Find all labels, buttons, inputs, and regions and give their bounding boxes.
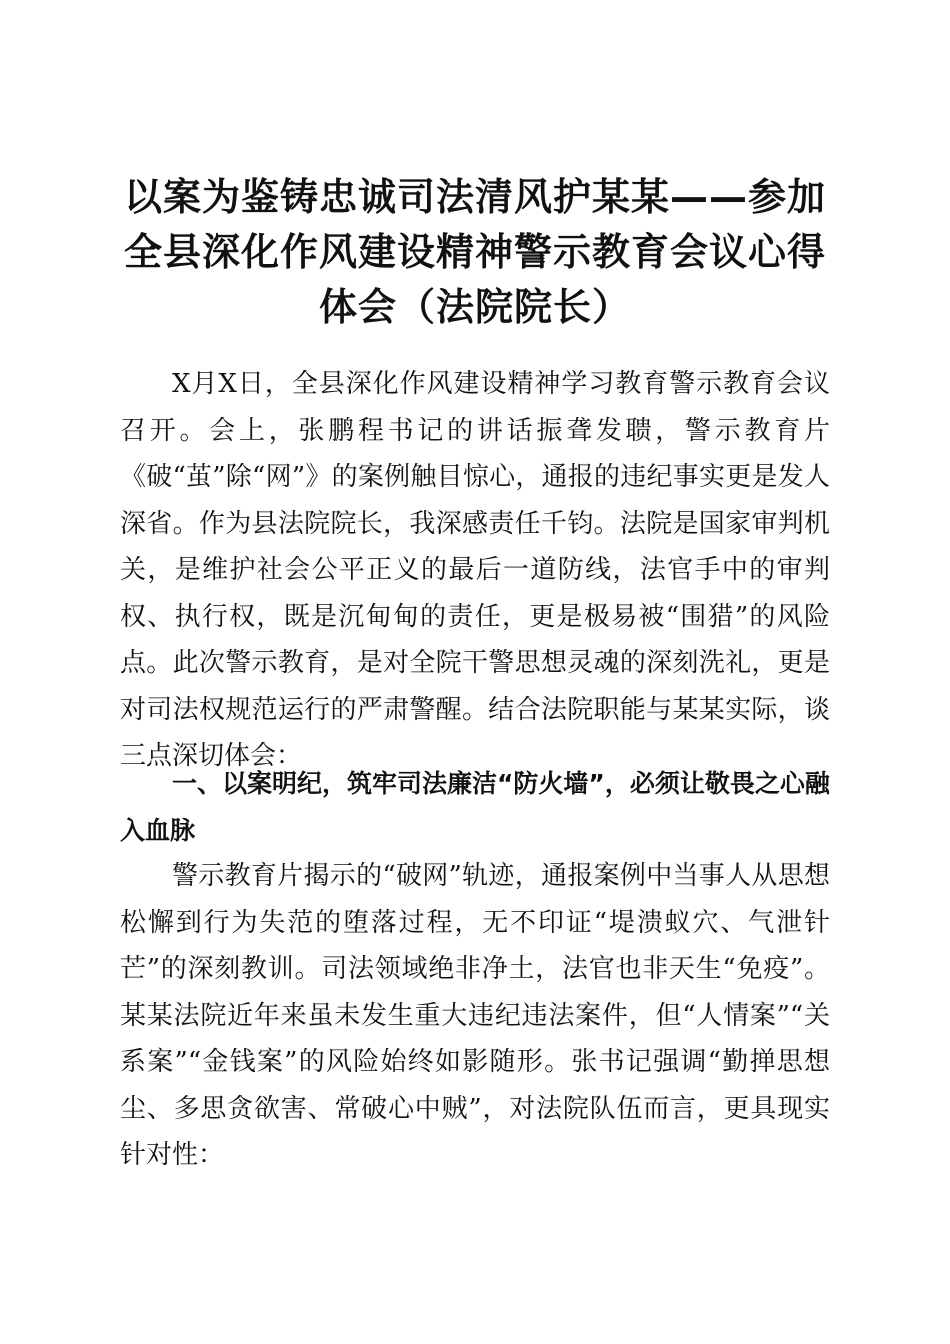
section-1-paragraph: 警示教育片揭示的“破网”轨迹，通报案例中当事人从思想松懈到行为失范的堕落过程，无不印证“堤溃蚁穴、气泄针芒”的深刻教训。司法领域绝非净土，法官也非天生“免疫”。某某法院近年来虽未发生重大违纪违法案件，但“人情案”“关系案”“金钱案”的风险始终如影随形。张书记强调“勤掸思想尘、多思贪欲害、常破心中贼”，对法院队伍而言，更具现实针对性：	[120, 861, 830, 1170]
section-heading-1: 一、以案明纪，筑牢司法廉洁“防火墙”，必须让敬畏之心融入血脉	[120, 769, 830, 845]
intro-paragraph: X月X日，全县深化作风建设精神学习教育警示教育会议召开。会上，张鹏程书记的讲话振聋发聩，警示教育片《破“茧”除“网”》的案例触目惊心，通报的违纪事实更是发人深省。作为县法院院长，我深感责任千钧。法院是国家审判机关，是维护社会公平正义的最后一道防线，法官手中的审判权、执行权，既是沉甸甸的责任，更是极易被“围猎”的风险点。此次警示教育，是对全院干警思想灵魂的深刻洗礼，更是对司法权规范运行的严肃警醒。结合法院职能与某某实际，谈三点深切体会：	[120, 369, 830, 771]
document-title: 以案为鉴铸忠诚司法清风护某某——参加全县深化作风建设精神警示教育会议心得体会（法院院长）	[123, 175, 826, 329]
